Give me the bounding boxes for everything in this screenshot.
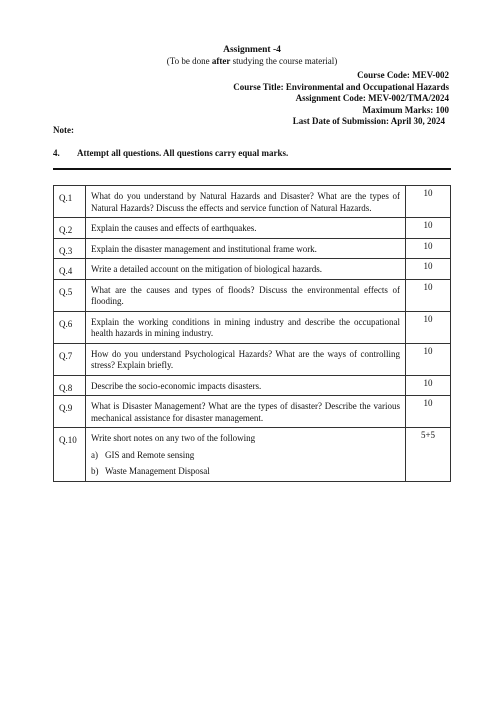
sub-question-text: GIS and Remote sensing	[105, 449, 195, 460]
instruction-number: 4.	[53, 148, 60, 158]
question-row	[54, 259, 451, 280]
question-marks: 10	[406, 259, 451, 280]
questions-table	[53, 185, 451, 482]
separator-rule	[53, 168, 451, 170]
question-number: Q.4	[54, 259, 86, 280]
question-text: What is Disaster Management? What are the types of disaster? Describe the various mechanical assistance for disaster management.	[91, 401, 400, 423]
note-label: Note:	[53, 125, 74, 135]
last-submission-date: Last Date of Submission: April 30, 2024	[292, 116, 445, 126]
sub-question	[91, 450, 400, 462]
question-row	[54, 186, 451, 218]
question-marks: 10	[406, 343, 451, 375]
question-number: Q.8	[54, 375, 86, 396]
question-row	[54, 375, 451, 396]
question-text: Write a detailed account on the mitigation of biological hazards.	[91, 264, 323, 274]
question-marks: 10	[406, 311, 451, 343]
instruction-text: Attempt all questions. All questions carry equal marks.	[77, 148, 289, 158]
question-marks: 10	[406, 218, 451, 239]
question-marks: 10	[406, 375, 451, 396]
subtitle-emphasis: after	[211, 56, 231, 66]
question-text: What do you understand by Natural Hazards and Disaster? What are the types of Natural Hazards? Discuss the effects and service function of Natural Hazards.	[91, 191, 400, 213]
course-code: Course Code: MEV-002	[357, 70, 449, 80]
question-text: Explain the disaster management and institutional frame work.	[91, 243, 317, 254]
question-cell	[86, 238, 406, 259]
assignment-title: Assignment -4	[223, 45, 281, 55]
question-marks: 10	[406, 279, 451, 311]
course-title: Course Title: Environmental and Occupational Hazards	[233, 81, 449, 92]
question-cell	[86, 279, 406, 311]
sub-question-letter: b)	[91, 466, 99, 476]
sub-question-letter: a)	[91, 449, 98, 460]
question-cell	[86, 396, 406, 428]
question-number: Q.2	[54, 218, 86, 239]
question-text: What are the causes and types of floods? Discuss the environmental effects of flooding.	[91, 284, 400, 306]
question-row	[54, 343, 451, 375]
subtitle-prefix: (To be done	[166, 56, 212, 66]
questions-body	[54, 186, 451, 482]
question-number: Q.6	[54, 311, 86, 343]
sub-question	[91, 466, 400, 478]
question-cell	[86, 375, 406, 396]
question-row	[54, 396, 451, 428]
question-cell	[86, 311, 406, 343]
question-number: Q.1	[54, 186, 86, 218]
question-row	[54, 311, 451, 343]
question-cell	[86, 343, 406, 375]
question-marks: 10	[406, 238, 451, 259]
question-text: Describe the socio-economic impacts disasters.	[91, 380, 262, 391]
maximum-marks: Maximum Marks: 100	[362, 104, 449, 115]
question-cell	[86, 259, 406, 280]
question-text: How do you understand Psychological Hazards? What are the ways of controlling stress? Explain briefly.	[91, 348, 400, 370]
question-marks: 10	[406, 396, 451, 428]
assignment-code: Assignment Code: MEV-002/TMA/2024	[295, 93, 449, 103]
question-cell	[86, 428, 406, 482]
question-number: Q.3	[54, 238, 86, 259]
instruction	[53, 148, 288, 158]
sub-question-text: Waste Management Disposal	[105, 466, 210, 476]
question-cell	[86, 186, 406, 218]
question-text: Explain the causes and effects of earthquakes.	[91, 223, 257, 233]
question-marks: 5+5	[406, 428, 451, 482]
question-row	[54, 428, 451, 482]
question-number: Q.10	[54, 428, 86, 482]
question-row	[54, 218, 451, 239]
question-text: Write short notes on any two of the following	[91, 433, 256, 443]
question-number: Q.5	[54, 279, 86, 311]
question-text: Explain the working conditions in mining industry and describe the occupational health hazards in mining industry.	[91, 316, 400, 338]
question-number: Q.7	[54, 343, 86, 375]
assignment-subtitle	[0, 56, 504, 66]
question-cell	[86, 218, 406, 239]
subtitle-suffix: studying the course material)	[230, 56, 338, 66]
course-meta	[233, 70, 449, 128]
question-marks: 10	[406, 186, 451, 218]
question-row	[54, 279, 451, 311]
question-row	[54, 238, 451, 259]
question-number: Q.9	[54, 396, 86, 428]
